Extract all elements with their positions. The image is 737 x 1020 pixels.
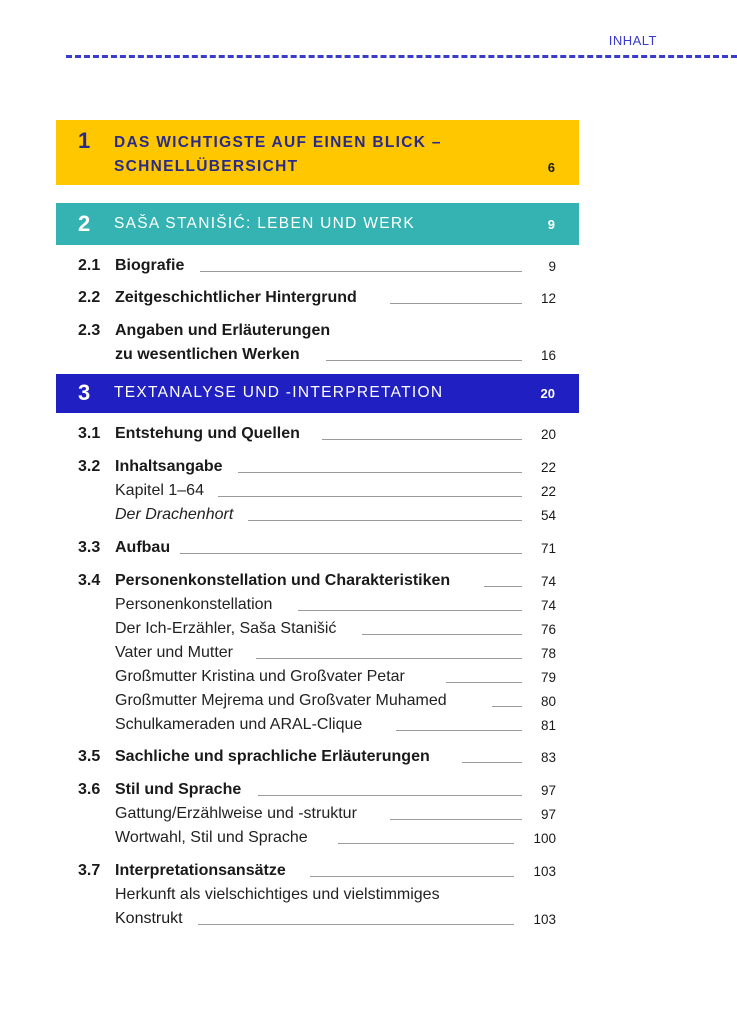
chapter-title: SAŠA STANIŠIĆ: LEBEN UND WERK — [114, 215, 415, 232]
dot-leader — [180, 553, 522, 554]
page-number: 16 — [540, 348, 556, 363]
section-number: 3.5 — [78, 748, 101, 765]
page-number: 100 — [533, 831, 556, 846]
toc-entry-3-3[interactable] — [78, 536, 556, 560]
section-title: Personenkonstellation und Charakteristiken — [115, 572, 451, 589]
section-title: Aufbau — [115, 539, 171, 556]
chapter-3-banner[interactable] — [56, 374, 579, 413]
page-number: 71 — [540, 541, 556, 556]
dot-leader — [326, 360, 522, 361]
dot-leader — [484, 586, 522, 587]
section-title-line2: zu wesentlichen Werken — [115, 346, 300, 363]
header-dashed-rule — [66, 55, 737, 58]
dot-leader — [248, 520, 522, 521]
dot-leader — [390, 303, 522, 304]
page-number: 74 — [540, 598, 556, 613]
section-number: 3.7 — [78, 862, 101, 879]
toc-subentry[interactable] — [78, 826, 556, 850]
dot-leader — [258, 795, 522, 796]
page-number: 79 — [540, 670, 556, 685]
section-number: 3.4 — [78, 572, 101, 589]
dot-leader — [462, 762, 522, 763]
subsection-title: Vater und Mutter — [115, 644, 233, 661]
toc-entry-3-6[interactable] — [78, 778, 556, 802]
toc-entry-3-4[interactable] — [78, 569, 556, 593]
chapter-2-banner[interactable] — [56, 203, 579, 245]
toc-subentry[interactable] — [78, 617, 556, 641]
page-number: 97 — [540, 807, 556, 822]
page-number: 22 — [540, 460, 556, 475]
dot-leader — [298, 610, 522, 611]
page-number: 97 — [540, 783, 556, 798]
toc-subentry[interactable] — [78, 641, 556, 665]
chapter-page: 9 — [547, 217, 555, 232]
subsection-title: Wortwahl, Stil und Sprache — [115, 829, 308, 846]
chapter-title: TEXTANALYSE UND -INTERPRETATION — [114, 384, 444, 401]
subsection-title: Gattung/Erzählweise und -struktur — [115, 805, 357, 822]
section-title: Sachliche und sprachliche Erläuterungen — [115, 748, 430, 765]
toc-subentry[interactable] — [78, 503, 556, 527]
page-number: 103 — [533, 912, 556, 927]
toc-subentry[interactable] — [78, 689, 556, 713]
subsection-title: Kapitel 1–64 — [115, 482, 204, 499]
chapter-number: 1 — [78, 128, 91, 153]
subsection-title: Großmutter Mejrema und Großvater Muhamed — [115, 692, 447, 709]
toc-entry-3-1[interactable] — [78, 422, 556, 446]
dot-leader — [238, 472, 522, 473]
subsection-title-line2: Konstrukt — [115, 910, 183, 927]
section-header-label: INHALT — [608, 33, 657, 48]
page-number: 80 — [540, 694, 556, 709]
dot-leader — [492, 706, 522, 707]
chapter-number: 2 — [78, 211, 91, 236]
page-number: 103 — [533, 864, 556, 879]
page-number: 9 — [548, 259, 556, 274]
subsection-title: Der Drachenhort — [115, 506, 234, 523]
chapter-page: 20 — [540, 386, 555, 401]
dot-leader — [362, 634, 522, 635]
dot-leader — [256, 658, 522, 659]
page-number: 54 — [540, 508, 556, 523]
section-number: 3.6 — [78, 781, 101, 798]
page-number: 20 — [540, 427, 556, 442]
subsection-title: Schulkameraden und ARAL-Clique — [115, 716, 363, 733]
chapter-page: 6 — [547, 160, 555, 175]
dot-leader — [322, 439, 522, 440]
subsection-title: Personenkonstellation — [115, 596, 273, 613]
subsection-title: Großmutter Kristina und Großvater Petar — [115, 668, 405, 685]
page-number: 22 — [540, 484, 556, 499]
dot-leader — [218, 496, 522, 497]
dot-leader — [198, 924, 514, 925]
dot-leader — [338, 843, 514, 844]
dot-leader — [396, 730, 522, 731]
subsection-title: Herkunft als vielschichtiges und vielstimmiges — [115, 886, 440, 903]
section-title: Stil und Sprache — [115, 781, 242, 798]
dot-leader — [390, 819, 522, 820]
toc-subentry[interactable] — [78, 802, 556, 826]
page-number: 81 — [540, 718, 556, 733]
toc-entry-2-2[interactable] — [78, 286, 556, 310]
section-number: 2.3 — [78, 322, 101, 339]
section-number: 2.1 — [78, 257, 101, 274]
dot-leader — [200, 271, 522, 272]
dot-leader — [310, 876, 514, 877]
section-number: 3.2 — [78, 458, 101, 475]
chapter-number: 3 — [78, 380, 91, 405]
section-number: 2.2 — [78, 289, 101, 306]
toc-subentry[interactable] — [78, 593, 556, 617]
toc-subentry[interactable] — [78, 665, 556, 689]
section-number: 3.1 — [78, 425, 101, 442]
section-title: Inhaltsangabe — [115, 458, 223, 475]
toc-subentry[interactable] — [78, 479, 556, 503]
toc-entry-3-7[interactable] — [78, 859, 556, 883]
subsection-title: Der Ich-Erzähler, Saša Stanišić — [115, 620, 337, 637]
section-title: Interpretationsansätze — [115, 862, 286, 879]
section-title: Entstehung und Quellen — [115, 425, 300, 442]
section-title: Angaben und Erläuterungen — [115, 322, 331, 339]
page-number: 74 — [540, 574, 556, 589]
toc-entry-3-5[interactable] — [78, 745, 556, 769]
toc-entry-2-3[interactable] — [78, 319, 556, 367]
page-number: 12 — [540, 291, 556, 306]
page-number: 76 — [540, 622, 556, 637]
section-title: Zeitgeschichtlicher Hintergrund — [115, 289, 357, 306]
chapter-title: DAS WICHTIGSTE AUF EINEN BLICK – SCHNELLÜBERSICHT — [114, 134, 442, 175]
toc-entry-2-1[interactable] — [78, 254, 556, 278]
toc-subentry[interactable] — [78, 883, 556, 931]
page-number: 78 — [540, 646, 556, 661]
section-title: Biografie — [115, 257, 185, 274]
section-number: 3.3 — [78, 539, 101, 556]
dot-leader — [446, 682, 522, 683]
toc-subentry[interactable] — [78, 713, 556, 737]
toc-entry-3-2[interactable] — [78, 455, 556, 479]
page-number: 83 — [540, 750, 556, 765]
chapter-1-banner[interactable] — [56, 120, 579, 185]
